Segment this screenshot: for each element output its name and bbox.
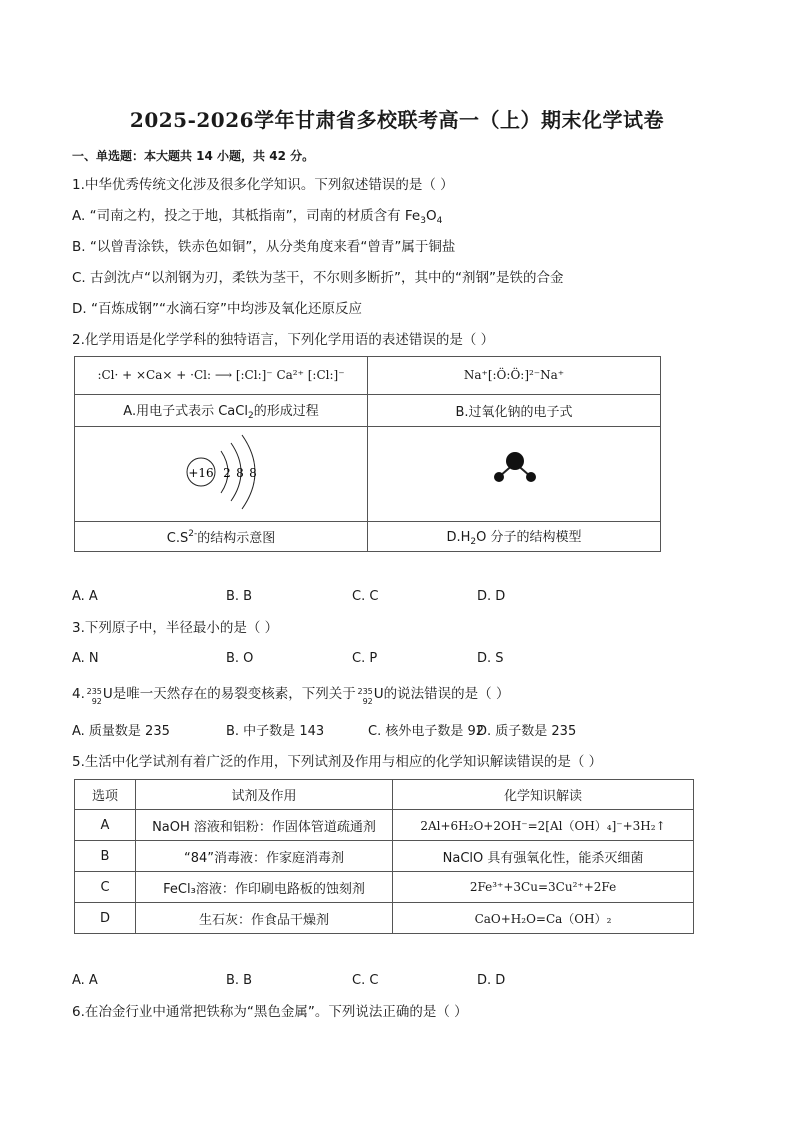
uranium-isotope-notation-2: [356, 685, 374, 706]
q5-row-d-option: D: [75, 903, 136, 934]
q2-label-d: [368, 522, 661, 552]
table-row: [75, 872, 694, 903]
hydrogen-atom-right: [526, 472, 536, 482]
q2-cell-b-formula: [368, 357, 661, 395]
q1-option-a: [72, 207, 442, 230]
q2-label-c: [75, 522, 368, 552]
q5-header-reagent: 试剂及作用: [136, 780, 393, 810]
q5-row-d-knowledge: CaO+H₂O=Ca（OH）₂: [393, 903, 694, 934]
q5-row-a-option: A: [75, 810, 136, 841]
q5-option-a: A. A: [72, 973, 98, 988]
q5-table: [74, 779, 694, 934]
q4-option-a: A. 质量数是 235: [72, 724, 170, 739]
q5-option-d: D. D: [477, 973, 506, 988]
q5-header-knowledge: 化学知识解读: [393, 780, 694, 810]
isotope-symbol: U: [102, 686, 113, 702]
section-heading: 一、单选题：本大题共 14 小题，共 42 分。: [72, 149, 315, 163]
q3-option-b: B. O: [226, 651, 254, 666]
q4-number: 4.: [72, 686, 85, 702]
oxygen-atom: [506, 452, 524, 470]
q4-option-d: D. 质子数是 235: [477, 724, 577, 739]
q5-option-c: C. C: [352, 973, 379, 988]
q2-label-d-post: O 分子的结构模型: [476, 530, 582, 545]
q5-option-b: B. B: [226, 973, 253, 988]
q5-row-b-option: B: [75, 841, 136, 872]
q2-cell-a-formula: [75, 357, 368, 395]
isotope-symbol-2: U: [373, 686, 384, 702]
q2-label-c-post: 的结构示意图: [197, 531, 276, 546]
q4-stem: [72, 685, 510, 706]
q2-label-c-pre: C.S: [166, 531, 189, 546]
uranium-isotope-notation: [85, 685, 103, 706]
q3-stem: 3.下列原子中，半径最小的是（ ）: [72, 620, 279, 636]
q1-option-a-text: A. “司南之杓，投之于地，其柢指南”，司南的材质含有 Fe: [72, 208, 421, 224]
isotope-mass-number: 235: [86, 687, 102, 696]
q2-label-c-sup: 2-: [188, 529, 198, 539]
q1-stem: 1.中华优秀传统文化涉及很多化学知识。下列叙述错误的是（ ）: [72, 177, 454, 193]
q4-stem-end: 的说法错误的是（ ）: [383, 686, 510, 702]
q1-option-b: B. “以曾青涂铁，铁赤色如铜”，从分类角度来看“曾青”属于铜盐: [72, 239, 456, 255]
q1-option-c: C. 古剑沈卢“以剂钢为刃，柔铁为茎干，不尔则多断折”，其中的“剂钢”是铁的合金: [72, 270, 564, 286]
q1-option-d: D. “百炼成钢”“水滴石穿”中均涉及氧化还原反应: [72, 301, 362, 317]
q2-label-a-sub: 2: [247, 411, 254, 421]
q4-stem-mid: 是唯一天然存在的易裂变核素，下列关于: [112, 686, 356, 702]
q5-row-c-option: C: [75, 872, 136, 903]
q2-label-d-pre: D.H: [446, 530, 471, 545]
shell-2-count: 8: [236, 466, 244, 480]
cacl2-formation-formula: :Cl· + ×Ca× + ·Cl: ⟶ [:Cl:]⁻ Ca²⁺ [:Cl:]⁻: [97, 368, 345, 382]
isotope-mass-number-2: 235: [357, 687, 373, 696]
q2-option-b: B. B: [226, 589, 253, 604]
q2-cell-c-diagram: [75, 427, 368, 522]
q3-option-a: A. N: [72, 651, 99, 666]
shell-3-count: 8: [249, 466, 257, 480]
q5-row-d-reagent: 生石灰：作食品干燥剂: [136, 903, 393, 934]
isotope-atomic-number-2: 92: [362, 697, 373, 706]
q5-row-b-reagent: “84”消毒液：作家庭消毒剂: [136, 841, 393, 872]
na2o2-electron-formula: Na⁺[:Ö:Ö:]²⁻Na⁺: [463, 368, 565, 382]
table-row: [75, 903, 694, 934]
q5-stem: 5.生活中化学试剂有着广泛的作用，下列试剂及作用与相应的化学知识解读错误的是（ ）: [72, 754, 603, 770]
q1-option-a-sub2: 4: [436, 216, 443, 226]
isotope-atomic-number: 92: [91, 697, 102, 706]
table-row: [75, 810, 694, 841]
nucleus-charge: +16: [188, 466, 214, 480]
q2-label-a: [75, 395, 368, 427]
q5-row-b-knowledge: NaClO 具有强氧化性，能杀灭细菌: [393, 841, 694, 872]
q5-header-row: [75, 780, 694, 810]
q5-header-option: 选项: [75, 780, 136, 810]
q1-option-a-sub1: 3: [420, 216, 426, 226]
q5-row-a-reagent: NaOH 溶液和铝粉：作固体管道疏通剂: [136, 810, 393, 841]
sulfide-ion-structure-diagram: [75, 427, 367, 517]
q2-label-b: B.过氧化钠的电子式: [368, 395, 661, 427]
q4-option-c: C. 核外电子数是 92: [368, 724, 485, 739]
exam-title: 2025-2026学年甘肃省多校联考高一（上）期末化学试卷: [129, 108, 665, 132]
shell-1-count: 2: [223, 466, 231, 480]
q2-cell-d-model: [368, 427, 661, 522]
q2-label-d-sub: 2: [470, 537, 477, 547]
q1-option-a-o: O: [425, 208, 437, 224]
q6-stem: 6.在冶金行业中通常把铁称为“黑色金属”。下列说法正确的是（ ）: [72, 1004, 468, 1020]
q5-row-c-knowledge: 2Fe³⁺+3Cu=3Cu²⁺+2Fe: [393, 872, 694, 903]
q2-table: [74, 356, 661, 552]
q2-label-a-post: 的形成过程: [253, 404, 319, 419]
q5-row-c-reagent: FeCl₃溶液：作印刷电路板的蚀刻剂: [136, 872, 393, 903]
q4-option-b: B. 中子数是 143: [226, 724, 325, 739]
q3-option-c: C. P: [352, 651, 378, 666]
q2-option-d: D. D: [477, 589, 506, 604]
hydrogen-atom-left: [494, 472, 504, 482]
q2-option-c: C. C: [352, 589, 379, 604]
q2-stem: 2.化学用语是化学学科的独特语言，下列化学用语的表述错误的是（ ）: [72, 332, 495, 348]
q2-option-a: A. A: [72, 589, 98, 604]
q5-row-a-knowledge: 2Al+6H₂O+2OH⁻=2[Al（OH）₄]⁻+3H₂↑: [393, 810, 694, 841]
q3-option-d: D. S: [477, 651, 504, 666]
q2-label-a-pre: A.用电子式表示 CaCl: [123, 404, 248, 419]
water-molecule-model: [368, 427, 660, 517]
table-row: [75, 841, 694, 872]
